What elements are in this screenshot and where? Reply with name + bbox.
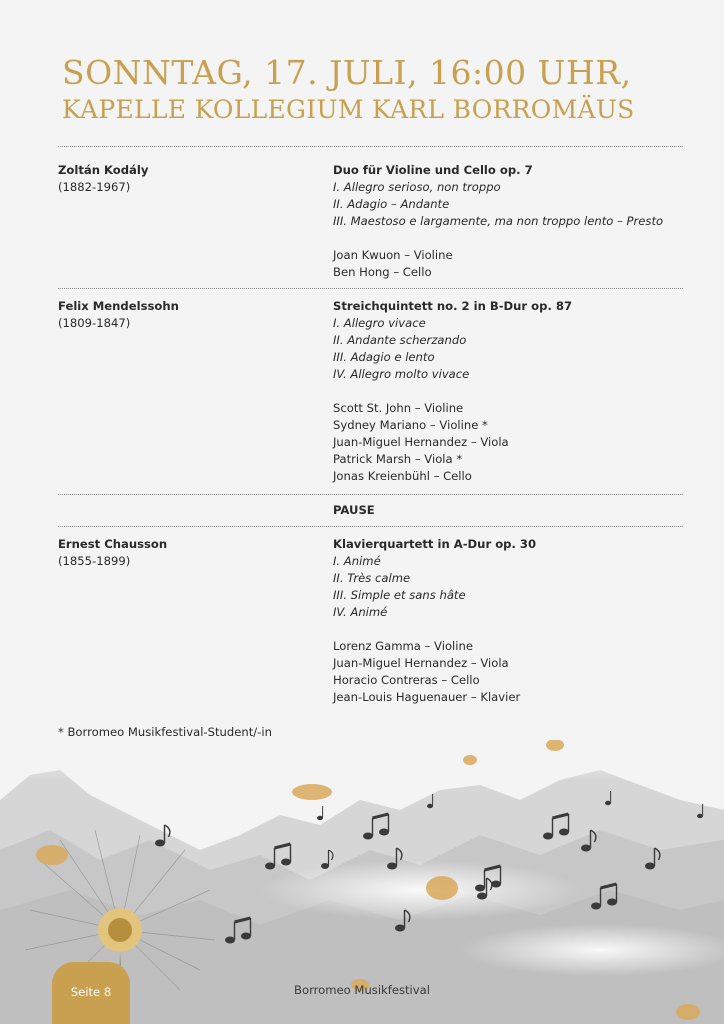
composer-name: Ernest Chausson (58, 537, 168, 551)
performer: Juan-Miguel Hernandez – Viola (333, 656, 509, 670)
dotted-divider (58, 146, 683, 147)
work-title: Streichquintett no. 2 in B-Dur op. 87 (333, 299, 573, 313)
performer: Patrick Marsh – Viola * (333, 452, 463, 466)
movement: II. Andante scherzando (333, 333, 467, 347)
composer-block (58, 298, 179, 332)
composer-name: Felix Mendelssohn (58, 299, 179, 313)
movement: III. Simple et sans hâte (333, 588, 466, 602)
concert-title (62, 53, 635, 124)
movement: I. Allegro vivace (333, 316, 426, 330)
page-number-tab: Seite 8 (52, 962, 130, 1024)
footnote: * Borromeo Musikfestival-Student/-in (58, 725, 272, 739)
performer: Jean-Louis Haguenauer – Klavier (333, 690, 521, 704)
movement: II. Adagio – Andante (333, 197, 450, 211)
movement: III. Adagio e lento (333, 350, 435, 364)
dotted-divider (58, 288, 683, 289)
dotted-divider (58, 494, 683, 495)
movement: IV. Allegro molto vivace (333, 367, 470, 381)
movement: I. Animé (333, 554, 381, 568)
movement: III. Maestoso e largamente, ma non troppo lento – Presto (333, 214, 664, 228)
composer-block (58, 536, 167, 570)
composer-years: (1855-1899) (58, 554, 131, 568)
performer: Sydney Mariano – Violine * (333, 418, 488, 432)
concert-date-time: SONNTAG, 17. JULI, 16:00 UHR, (62, 53, 632, 92)
intermission-label: PAUSE (333, 503, 375, 517)
composer-name: Zoltán Kodály (58, 163, 149, 177)
performer: Horacio Contreras – Cello (333, 673, 480, 687)
performer: Lorenz Gamma – Violine (333, 639, 473, 653)
composer-years: (1882-1967) (58, 180, 131, 194)
work-block (333, 162, 663, 281)
performer: Ben Hong – Cello (333, 265, 432, 279)
performer: Scott St. John – Violine (333, 401, 464, 415)
composer-years: (1809-1847) (58, 316, 131, 330)
performer: Jonas Kreienbühl – Cello (333, 469, 472, 483)
movement: IV. Animé (333, 605, 388, 619)
movement: I. Allegro serioso, non troppo (333, 180, 501, 194)
concert-venue: KAPELLE KOLLEGIUM KARL BORROMÄUS (62, 95, 635, 124)
performer: Joan Kwuon – Violine (333, 248, 453, 262)
performer: Juan-Miguel Hernandez – Viola (333, 435, 509, 449)
movement: II. Très calme (333, 571, 411, 585)
festival-name-footer: Borromeo Musikfestival (294, 983, 430, 997)
work-title: Klavierquartett in A-Dur op. 30 (333, 537, 537, 551)
work-block (333, 298, 572, 485)
composer-block (58, 162, 148, 196)
dotted-divider (58, 526, 683, 527)
work-title: Duo für Violine und Cello op. 7 (333, 163, 533, 177)
work-block (333, 536, 536, 706)
